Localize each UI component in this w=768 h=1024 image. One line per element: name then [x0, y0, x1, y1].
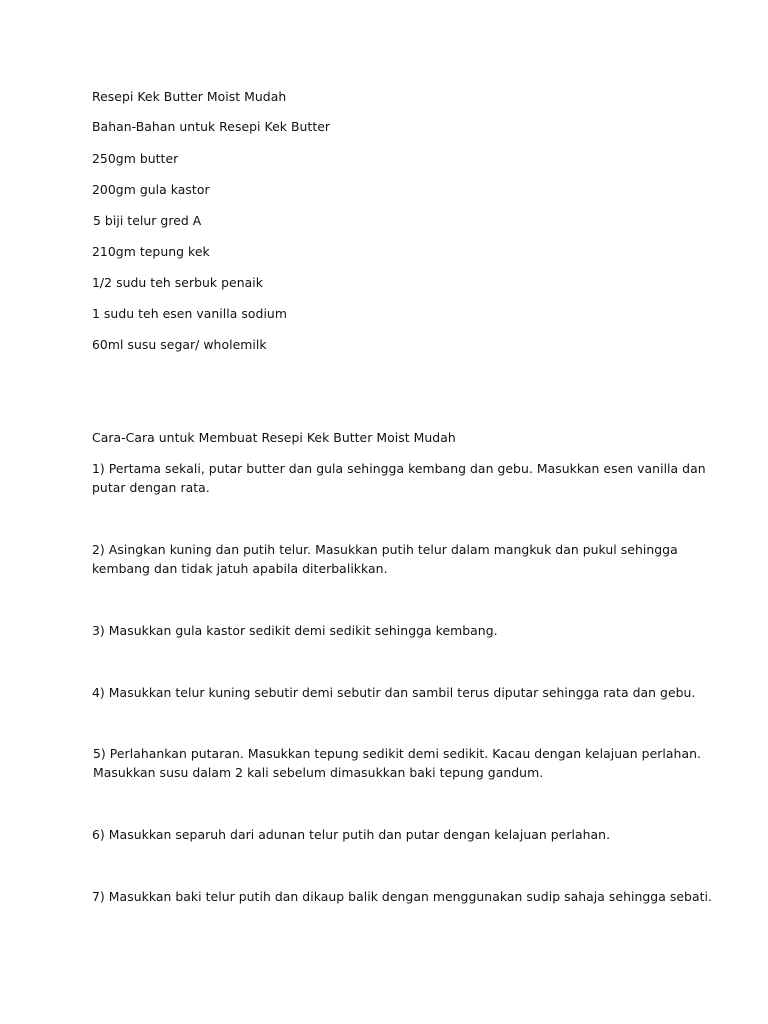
ingredient-item: 60ml susu segar/ wholemilk	[92, 337, 267, 352]
ingredient-item: 5 biji telur gred A	[93, 213, 202, 228]
step-line: 4) Masukkan telur kuning sebutir demi sebutir dan sambil terus diputar sehingga rata dan gebu.	[92, 685, 696, 700]
steps-heading: Cara-Cara untuk Membuat Resepi Kek Butter Moist Mudah	[92, 430, 456, 445]
ingredients-heading: Bahan-Bahan untuk Resepi Kek Butter	[92, 119, 331, 134]
step-line: 3) Masukkan gula kastor sedikit demi sedikit sehingga kembang.	[92, 623, 498, 638]
step-line: Masukkan susu dalam 2 kali sebelum dimasukkan baki tepung gandum.	[93, 765, 544, 780]
document-title: Resepi Kek Butter Moist Mudah	[92, 89, 287, 104]
ingredient-item: 1/2 sudu teh serbuk penaik	[92, 275, 263, 290]
ingredient-item: 200gm gula kastor	[92, 182, 210, 197]
step-line: kembang dan tidak jatuh apabila diterbalikkan.	[92, 561, 388, 576]
ingredient-item: 1 sudu teh esen vanilla sodium	[92, 306, 287, 321]
step-line: 7) Masukkan baki telur putih dan dikaup balik dengan menggunakan sudip sahaja sehingga sebati.	[92, 889, 712, 904]
step-line: putar dengan rata.	[92, 480, 210, 495]
step-line: 6) Masukkan separuh dari adunan telur putih dan putar dengan kelajuan perlahan.	[92, 827, 611, 842]
ingredient-item: 210gm tepung kek	[92, 244, 210, 259]
step-line: 1) Pertama sekali, putar butter dan gula sehingga kembang dan gebu. Masukkan esen vanilla dan	[92, 461, 706, 476]
step-line: 2) Asingkan kuning dan putih telur. Masukkan putih telur dalam mangkuk dan pukul sehingga	[92, 542, 678, 557]
step-line: 5) Perlahankan putaran. Masukkan tepung sedikit demi sedikit. Kacau dengan kelajuan perlahan.	[93, 746, 701, 761]
ingredient-item: 250gm butter	[92, 151, 179, 166]
